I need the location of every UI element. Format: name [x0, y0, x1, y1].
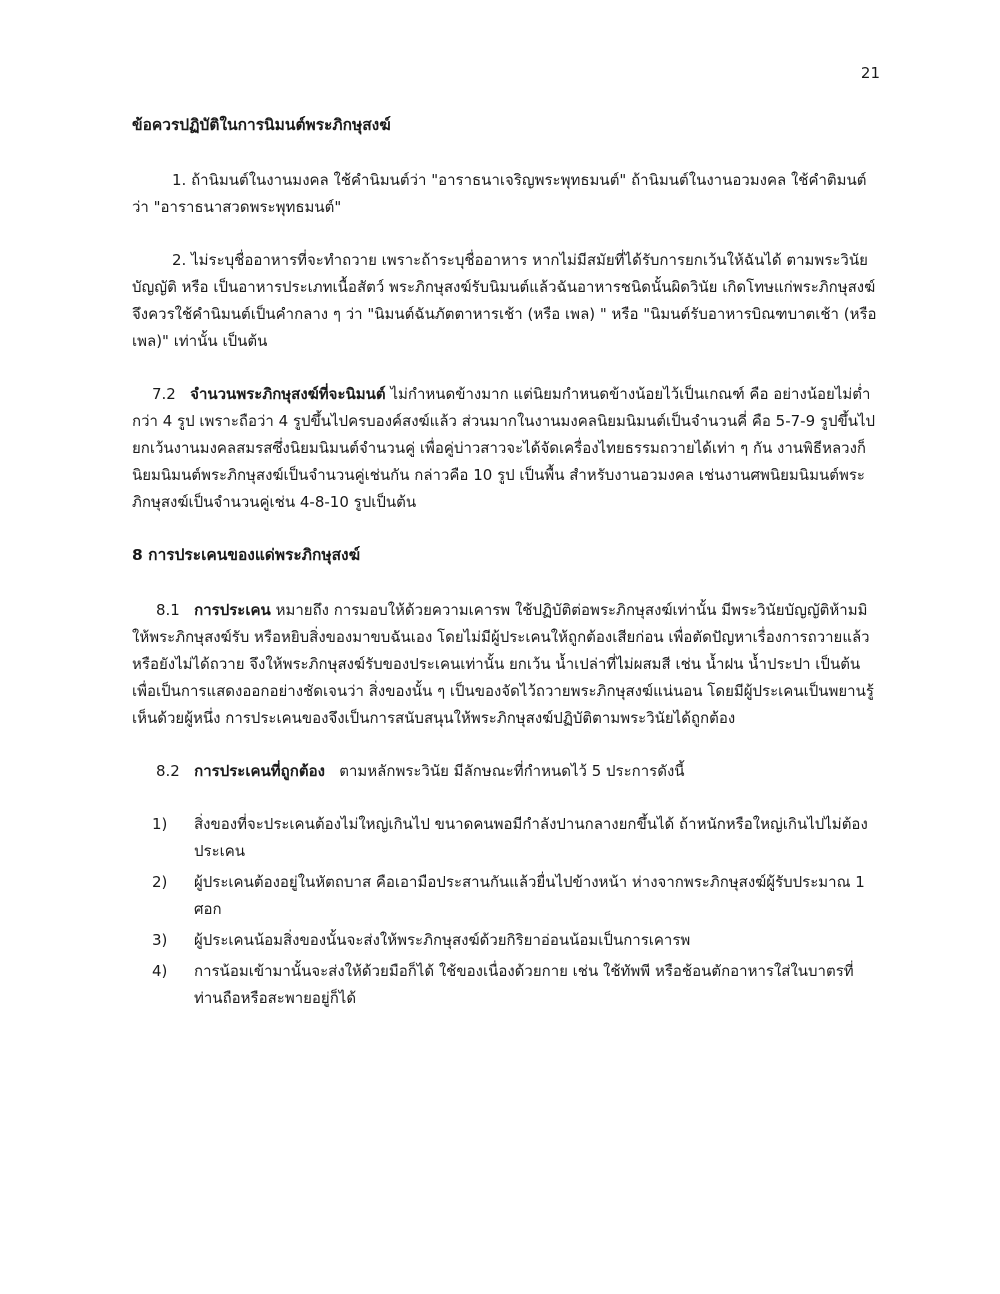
document-body	[132, 112, 877, 1016]
section-7-2-body: ไม่กำหนดข้างมาก แต่นิยมกำหนดข้างน้อยไว้เป็นเกณฑ์ คือ อย่างน้อยไม่ต่ำกว่า 4 รูป เพราะถือว่า 4 รูปขึ้นไปครบองค์สงฆ์แล้ว ส่วนมากในงานมงคลนิยมนิมนต์เป็นจำนวนคี่ คือ 5-7-9 รูปขึ้นไป ยกเว้นงานมงคลสมรสซึ่งนิยมนิมนต์จำนวนคู่ เพื่อคู่บ่าวสาวจะได้จัดเครื่องไทยธรรมถวายได้เท่า ๆ กัน งานพิธีหลวงก็นิยมนิมนต์พระภิกษุสงฆ์เป็นจำนวนคู่เช่นกัน กล่าวคือ 10 รูป เป็นพื้น สำหรับงานอวมงคล เช่นงานศพนิยมนิมนต์พระภิกษุสงฆ์เป็นจำนวนคู่เช่น 4-8-10 รูปเป็นต้น	[132, 385, 876, 511]
section-title: ข้อควรปฏิบัติในการนิมนต์พระภิกษุสงฆ์	[132, 116, 391, 134]
list-item-number: 4)	[152, 962, 168, 980]
section-8-1-number: 8.1	[156, 601, 180, 619]
section-8-2	[132, 758, 877, 785]
list-item-text: ผู้ประเคนต้องอยู่ในหัตถบาส คือเอามือประสานกันแล้วยื่นไปข้างหน้า ห่างจากพระภิกษุสงฆ์ผู้รับประมาณ 1 ศอก	[194, 873, 865, 918]
section-7-2	[132, 381, 877, 516]
section-8-2-body: ตามหลักพระวินัย มีลักษณะที่กำหนดไว้ 5 ประการดังนี้	[339, 762, 685, 780]
paragraph-1: 1. ถ้านิมนต์ในงานมงคล ใช้คำนิมนต์ว่า "อาราธนาเจริญพระพุทธมนต์" ถ้านิมนต์ในงานอวมงคล ใช้คำติมนต์ว่า "อาราธนาสวดพระพุทธมนต์"	[132, 171, 867, 216]
list-item-text: ผู้ประเคนน้อมสิ่งของนั้นจะส่งให้พระภิกษุสงฆ์ด้วยกิริยาอ่อนน้อมเป็นการเคารพ	[194, 931, 691, 949]
list-item-text: การน้อมเข้ามานั้นจะส่งให้ด้วยมือก็ได้ ใช้ของเนื่องด้วยกาย เช่น ใช้ทัพพี หรือช้อนตักอาหารใส่ในบาตรที่ท่านถือหรือสะพายอยู่ก็ได้	[194, 962, 854, 1007]
list-item	[152, 927, 877, 954]
list-item-number: 3)	[152, 931, 168, 949]
section-8-1-title: การประเคน	[194, 601, 271, 619]
list-item-number: 1)	[152, 815, 168, 833]
list-item	[152, 869, 877, 923]
section-7-2-number: 7.2	[152, 385, 176, 403]
list-item-text: สิ่งของที่จะประเคนต้องไม่ใหญ่เกินไป ขนาดคนพอมีกำลังปานกลางยกขึ้นได้ ถ้าหนักหรือใหญ่เกินไปไม่ต้องประเคน	[194, 815, 868, 860]
paragraph-2: 2. ไม่ระบุชื่ออาหารที่จะทำถวาย เพราะถ้าระบุชื่ออาหาร หากไม่มีสมัยที่ได้รับการยกเว้นให้ฉันได้ ตามพระวินัยบัญญัติ หรือ เป็นอาหารประเภทเนื้อสัตว์ พระภิกษุสงฆ์รับนิมนต์แล้วฉันอาหารชนิดนั้นผิดวินัย เกิดโทษแก่พระภิกษุสงฆ์ จึงควรใช้คำนิมนต์เป็นคำกลาง ๆ ว่า "นิมนต์ฉันภัตตาหารเช้า (หรือ เพล) " หรือ "นิมนต์รับอาหารบิณฑบาตเช้า (หรือเพล)" เท่านั้น เป็นต้น	[132, 251, 877, 350]
section-8-1-body: หมายถึง การมอบให้ด้วยความเคารพ ใช้ปฏิบัติต่อพระภิกษุสงฆ์เท่านั้น มีพระวินัยบัญญัติห้ามมิให้พระภิกษุสงฆ์รับ หรือหยิบสิ่งของมาขบฉันเอง โดยไม่มีผู้ประเคนให้ถูกต้องเสียก่อน เพื่อตัดปัญหาเรื่องการถวายแล้วหรือยังไม่ได้ถวาย จึงให้พระภิกษุสงฆ์รับของประเคนเท่านั้น ยกเว้น น้ำเปล่าที่ไม่ผสมสี เช่น น้ำฝน น้ำประปา เป็นต้น เพื่อเป็นการแสดงออกอย่างชัดเจนว่า สิ่งของนั้น ๆ เป็นของจัดไว้ถวายพระภิกษุสงฆ์แน่นอน โดยมีผู้ประเคนเป็นพยานรู้เห็นด้วยผู้หนึ่ง การประเคนของจึงเป็นการสนับสนุนให้พระภิกษุสงฆ์ปฏิบัติตามพระวินัยได้ถูกต้อง	[132, 601, 874, 727]
list-item	[152, 958, 877, 1012]
section-8-2-title: การประเคนที่ถูกต้อง	[194, 762, 325, 780]
section-8-title: 8 การประเคนของแด่พระภิกษุสงฆ์	[132, 546, 361, 564]
section-7-2-title: จำนวนพระภิกษุสงฆ์ที่จะนิมนต์	[190, 385, 386, 403]
section-8-2-number: 8.2	[156, 762, 180, 780]
page-number: 21	[860, 64, 880, 82]
section-8-1	[132, 597, 877, 732]
rules-list	[132, 811, 877, 1012]
list-item	[152, 811, 877, 865]
list-item-number: 2)	[152, 873, 168, 891]
